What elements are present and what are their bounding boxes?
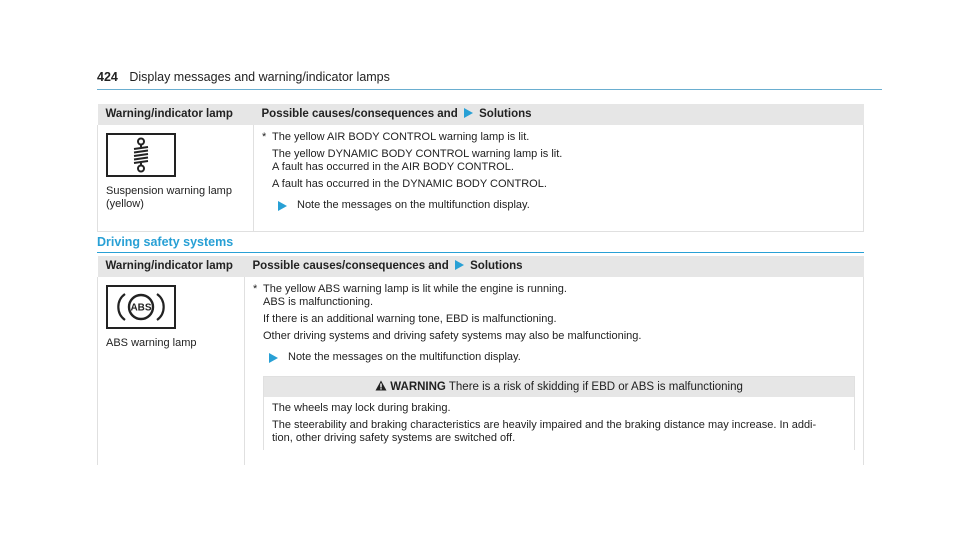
causes-cell bbox=[245, 277, 864, 465]
warning-paragraph: The steerability and braking characteristics are heavily impaired and the braking distance may increase. In addi- bbox=[272, 419, 817, 431]
cause-line: A fault has occurred in the DYNAMIC BODY CONTROL. bbox=[272, 178, 547, 190]
warning-header bbox=[264, 377, 854, 397]
causes-header-suffix: Solutions bbox=[479, 108, 532, 120]
causes-header-prefix: Possible causes/consequences and bbox=[252, 260, 449, 272]
solution-text: Note the messages on the multifunction display. bbox=[288, 351, 521, 363]
warning-box bbox=[263, 376, 855, 450]
lamp-column-header: Warning/indicator lamp bbox=[98, 256, 245, 277]
warning-triangle-icon bbox=[375, 380, 387, 391]
lamp-cell bbox=[98, 125, 254, 232]
arrow-icon bbox=[278, 201, 287, 211]
cause-line: Other driving systems and driving safety systems may also be malfunctioning. bbox=[263, 330, 642, 342]
warning-body bbox=[264, 397, 854, 450]
lamp-name-line1: Suspension warning lamp bbox=[106, 185, 232, 197]
lamp-cell bbox=[98, 277, 245, 465]
solution-item bbox=[263, 351, 855, 364]
page-number: 424 bbox=[97, 70, 118, 84]
lamp-name-line2: (yellow) bbox=[106, 198, 144, 210]
abs-warning-lamp-icon bbox=[106, 285, 176, 329]
cause-line: If there is an additional warning tone, EBD is malfunctioning. bbox=[263, 313, 557, 325]
lamp-column-header: Warning/indicator lamp bbox=[98, 104, 254, 125]
suspension-lamp-table bbox=[97, 104, 864, 232]
abs-icon-text: ABS bbox=[130, 302, 152, 314]
section-title: Driving safety systems bbox=[97, 235, 864, 253]
warning-paragraph: tion, other driving safety systems are switched off. bbox=[272, 432, 516, 444]
cause-line: The yellow AIR BODY CONTROL warning lamp is lit. bbox=[272, 131, 530, 143]
page-header bbox=[97, 70, 882, 90]
causes-header-prefix: Possible causes/consequences and bbox=[261, 108, 458, 120]
cause-group bbox=[262, 131, 855, 191]
causes-cell bbox=[254, 125, 864, 232]
arrow-icon bbox=[269, 353, 278, 363]
arrow-icon bbox=[464, 108, 473, 118]
cause-group bbox=[253, 283, 855, 343]
abs-symbol-icon bbox=[116, 289, 166, 325]
warning-paragraph: The wheels may lock during braking. bbox=[272, 402, 451, 414]
arrow-icon bbox=[455, 260, 464, 270]
table-row bbox=[98, 277, 864, 465]
causes-column-header bbox=[245, 256, 864, 277]
table-row bbox=[98, 125, 864, 232]
footnote-star: * bbox=[253, 283, 258, 295]
suspension-spring-icon bbox=[130, 137, 152, 173]
solution-text: Note the messages on the multifunction display. bbox=[297, 199, 530, 211]
cause-line: ABS is malfunctioning. bbox=[263, 296, 374, 308]
lamp-name: ABS warning lamp bbox=[106, 337, 197, 349]
table-header-row bbox=[98, 104, 864, 125]
causes-column-header bbox=[254, 104, 864, 125]
cause-line: The yellow DYNAMIC BODY CONTROL warning lamp is lit. bbox=[272, 148, 563, 160]
page-header-title: Display messages and warning/indicator lamps bbox=[129, 70, 390, 84]
abs-lamp-table bbox=[97, 256, 864, 465]
table-header-row bbox=[98, 256, 864, 277]
cause-line: The yellow ABS warning lamp is lit while the engine is running. bbox=[263, 283, 567, 295]
cause-line: A fault has occurred in the AIR BODY CONTROL. bbox=[272, 161, 514, 173]
warning-label: WARNING bbox=[390, 381, 446, 393]
footnote-star: * bbox=[262, 131, 267, 143]
warning-title: There is a risk of skidding if EBD or ABS is malfunctioning bbox=[448, 381, 743, 393]
suspension-warning-lamp-icon bbox=[106, 133, 176, 177]
solution-item bbox=[272, 199, 855, 212]
causes-header-suffix: Solutions bbox=[470, 260, 523, 272]
